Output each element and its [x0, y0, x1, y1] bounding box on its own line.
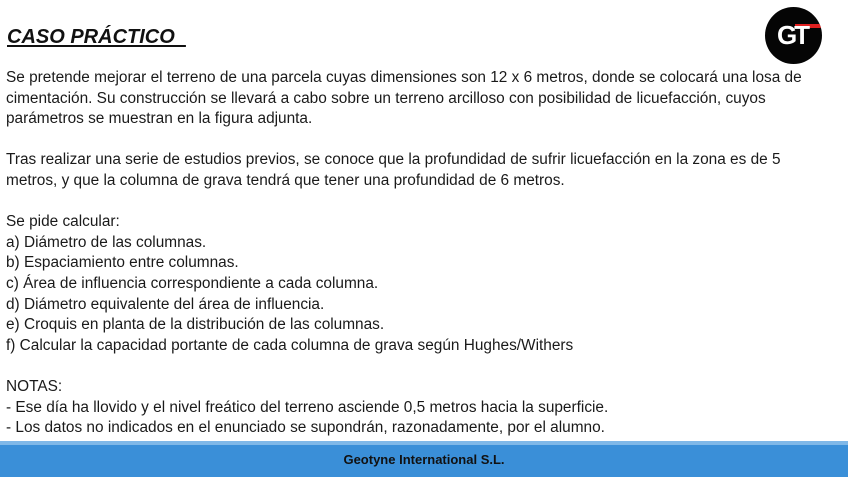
- tasks-heading: Se pide calcular:: [6, 213, 120, 231]
- gt-logo-icon: [765, 7, 822, 64]
- logo-text: GT: [776, 20, 808, 50]
- page-title: CASO PRÁCTICO: [7, 26, 186, 48]
- task-item-e: e) Croquis en planta de la distribución de las columnas.: [6, 316, 385, 334]
- task-item-c: c) Área de influencia correspondiente a cada columna.: [6, 274, 379, 292]
- intro-paragraph-2: Tras realizar una serie de estudios previos, se conoce que la profundidad de sufrir licuefacción en la zona es de 5 metros, y que la columna de grava tendrá que tener una profundidad de 6 metros.: [6, 151, 781, 189]
- task-item-d: d) Diámetro equivalente del área de influencia.: [6, 295, 325, 313]
- notes-heading: NOTAS:: [6, 377, 63, 395]
- note-item-1: - Ese día ha llovido y el nivel freático del terreno asciende 0,5 metros hacia la superficie.: [6, 398, 609, 416]
- task-item-f: f) Calcular la capacidad portante de cada columna de grava según Hughes/Withers: [6, 336, 574, 354]
- paragraph-spacer: [6, 192, 836, 213]
- intro-paragraph-1: Se pretende mejorar el terreno de una parcela cuyas dimensiones son 12 x 6 metros, donde se colocará una losa de cimentación. Su construcción se llevará a cabo sobre un terreno arcilloso con posibilidad de licuefacción, cuyos parámetros se muestran en la figura adjunta.: [6, 69, 802, 128]
- task-item-b: b) Espaciamiento entre columnas.: [6, 254, 239, 272]
- slide-content: [6, 68, 836, 439]
- note-item-2: - Los datos no indicados en el enunciado se supondrán, razonadamente, por el alumno.: [6, 419, 605, 437]
- footer-company-name: Geotyne International S.L.: [343, 452, 505, 467]
- paragraph-spacer: [6, 356, 836, 377]
- paragraph-spacer: [6, 130, 836, 151]
- footer-bar: [0, 445, 848, 477]
- task-item-a: a) Diámetro de las columnas.: [6, 233, 207, 251]
